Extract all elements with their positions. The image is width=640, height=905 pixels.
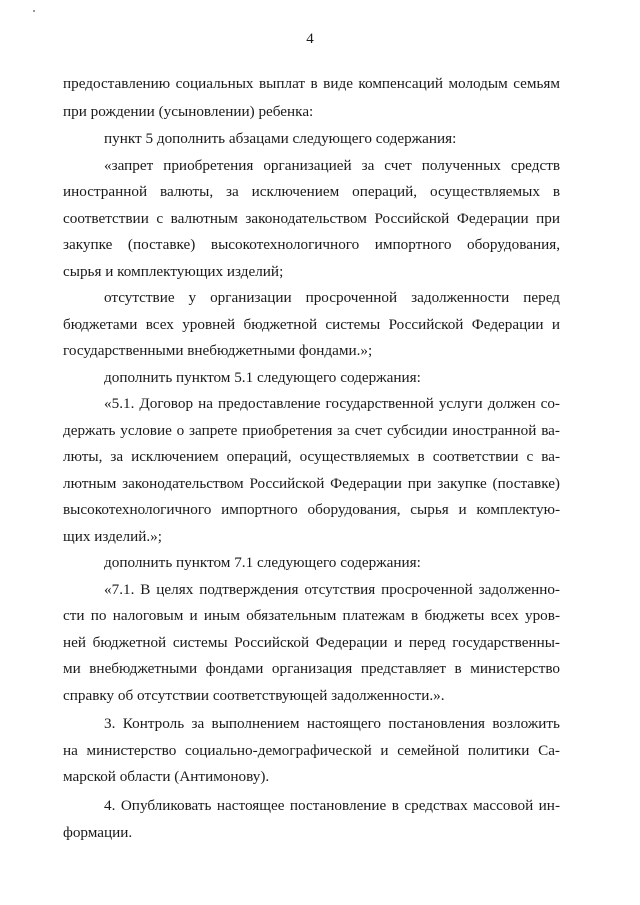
text-line: высокотехнологичного импортного оборудования, сырья и комплектую- bbox=[63, 501, 560, 518]
text-line: предоставлению социальных выплат в виде компенсаций молодым семьям bbox=[63, 75, 560, 92]
scan-artifact bbox=[33, 10, 35, 12]
text-line: государственными внебюджетными фондами.»; bbox=[63, 342, 373, 359]
text-line: «запрет приобретения организацией за счет полученных средств bbox=[104, 157, 560, 174]
text-line: ми внебюджетными фондами организация представляет в министерство bbox=[63, 660, 560, 677]
page-number: 4 bbox=[306, 31, 314, 47]
text-line: 3. Контроль за выполнением настоящего постановления возложить bbox=[104, 715, 560, 732]
text-line: соответствии с валютным законодательством Российской Федерации при bbox=[63, 210, 560, 227]
text-line: отсутствие у организации просроченной задолженности перед bbox=[104, 289, 560, 306]
text-line: марской области (Антимонову). bbox=[63, 768, 270, 785]
text-line: бюджетами всех уровней бюджетной системы Российской Федерации и bbox=[63, 316, 560, 333]
text-line: люты, за исключением операций, осуществляемых в соответствии с ва- bbox=[63, 448, 560, 465]
text-line: при рождении (усыновлении) ребенка: bbox=[63, 103, 314, 120]
text-line: на министерство социально-демографической и семейной политики Са- bbox=[63, 742, 560, 759]
text-line: закупке (поставке) высокотехнологичного импортного оборудования, bbox=[63, 236, 560, 253]
text-line: иностранной валюты, за исключением операций, осуществляемых в bbox=[63, 183, 560, 200]
text-line: дополнить пунктом 7.1 следующего содержания: bbox=[104, 554, 421, 571]
text-line: справку об отсутствии соответствующей задолженности.». bbox=[63, 687, 445, 704]
text-line: формации. bbox=[63, 824, 133, 841]
text-line: сырья и комплектующих изделий; bbox=[63, 263, 284, 280]
text-line: щих изделий.»; bbox=[63, 528, 162, 545]
text-line: ней бюджетной системы Российской Федерации и перед государственны- bbox=[63, 634, 560, 651]
text-line: 4. Опубликовать настоящее постановление в средствах массовой ин- bbox=[104, 797, 560, 814]
text-line: пункт 5 дополнить абзацами следующего содержания: bbox=[104, 130, 457, 147]
text-line: сти по налоговым и иным обязательным платежам в бюджеты всех уров- bbox=[63, 607, 560, 624]
text-line: «7.1. В целях подтверждения отсутствия просроченной задолженно- bbox=[104, 581, 560, 598]
text-line: держать условие о запрете приобретения за счет субсидии иностранной ва- bbox=[63, 422, 560, 439]
text-line: дополнить пунктом 5.1 следующего содержания: bbox=[104, 369, 421, 386]
text-line: «5.1. Договор на предоставление государственной услуги должен со- bbox=[104, 395, 560, 412]
text-line: лютным законодательством Российской Федерации при закупке (поставке) bbox=[63, 475, 560, 492]
